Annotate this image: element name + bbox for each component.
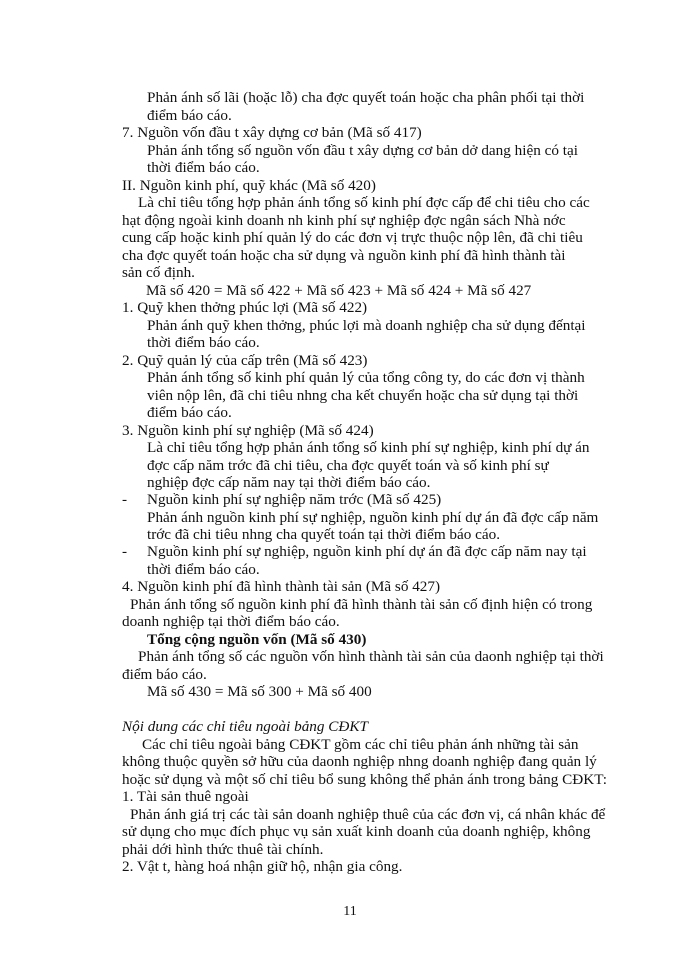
- text-line: Phản ánh tổng số nguồn vốn đầu t xây dựng cơ bản dở dang hiện có tại: [147, 141, 578, 159]
- text-line: điểm báo cáo.: [122, 666, 207, 684]
- text-line: doanh nghiệp tại thời điểm báo cáo.: [122, 613, 340, 631]
- text-line: hạt động ngoài kinh doanh nh kinh phí sự nghiệp đợc ngân sách Nhà nớc: [122, 211, 566, 229]
- list-item-heading: 3. Nguồn kinh phí sự nghiệp (Mã số 424): [122, 421, 374, 439]
- text-line: thời điểm báo cáo.: [147, 561, 260, 579]
- text-line: Nguồn kinh phí sự nghiệp, nguồn kinh phí dự án đã đợc cấp năm nay tại: [147, 543, 587, 561]
- list-item-heading: 2. Quỹ quản lý của cấp trên (Mã số 423): [122, 351, 368, 369]
- text-line: đợc cấp năm trớc đã chi tiêu, cha đợc quyết toán và số kinh phí sự: [147, 456, 549, 474]
- text-line: Phản ánh quỹ khen thởng, phúc lợi mà doanh nghiệp cha sử dụng đếntại: [147, 316, 586, 334]
- total-heading: Tổng cộng nguồn vốn (Mã số 430): [147, 631, 367, 649]
- text-line: cung cấp hoặc kinh phí quản lý do các đơn vị trực thuộc nộp lên, đã chi tiêu: [122, 228, 583, 246]
- list-item-heading: 4. Nguồn kinh phí đã hình thành tài sản (Mã số 427): [122, 578, 441, 596]
- section-heading: II. Nguồn kinh phí, quỹ khác (Mã số 420): [122, 176, 376, 194]
- text-line: điểm báo cáo.: [147, 403, 232, 421]
- text-line: Phản ánh tổng số kinh phí quản lý của tổng công ty, do các đơn vị thành: [147, 368, 585, 386]
- text-line: Là chỉ tiêu tổng hợp phản ánh tổng số kinh phí sự nghiệp, kinh phí dự án: [147, 438, 590, 456]
- bullet-dash: -: [122, 491, 128, 509]
- text-line: sử dụng cho mục đích phục vụ sản xuất kinh doanh của doanh nghiệp, không: [122, 823, 591, 840]
- text-line: không thuộc quyền sở hữu của daonh nghiệp nhng doanh nghiệp đang quản lý: [122, 753, 597, 771]
- bullet-dash: -: [122, 543, 128, 561]
- list-item-heading: Nguồn kinh phí sự nghiệp năm trớc (Mã số 425): [147, 491, 442, 509]
- text-line: viên nộp lên, đã chi tiêu nhng cha kết chuyển hoặc cha sử dụng tại thời: [147, 386, 579, 404]
- text-line: Phản ánh số lãi (hoặc lỗ) cha đợc quyết toán hoặc cha phân phối tại thời: [147, 89, 585, 106]
- page-number: 11: [343, 904, 357, 919]
- text-line: phải dới hình thức thuê tài chính.: [122, 841, 324, 858]
- subsection-heading: Nội dung các chỉ tiêu ngoài bảng CĐKT: [122, 718, 368, 736]
- text-line: thời điểm báo cáo.: [147, 158, 260, 176]
- text-line: thời điểm báo cáo.: [147, 333, 260, 351]
- list-item-heading: 2. Vật t, hàng hoá nhận giữ hộ, nhận gia công.: [122, 858, 403, 875]
- text-line: Phản ánh nguồn kinh phí sự nghiệp, nguồn kinh phí dự án đã đợc cấp năm: [147, 508, 599, 526]
- list-item-heading: 1. Quỹ khen thởng phúc lợi (Mã số 422): [122, 298, 368, 316]
- formula-line: Mã số 430 = Mã số 300 + Mã số 400: [147, 683, 372, 701]
- text-line: Phản ánh tổng số các nguồn vốn hình thành tài sản của daonh nghiệp tại thời: [138, 648, 604, 666]
- text-line: Các chỉ tiêu ngoài bảng CĐKT gồm các chỉ tiêu phản ánh những tài sản: [142, 736, 579, 754]
- list-item-heading: 1. Tài sản thuê ngoài: [122, 788, 249, 806]
- text-line: Phản ánh tổng số nguồn kinh phí đã hình thành tài sản cố định hiện có trong: [130, 596, 593, 614]
- text-line: cha đợc quyết toán hoặc cha sử dụng và nguồn kinh phí đã hình thành tài: [122, 246, 566, 264]
- text-line: trớc đã chi tiêu nhng cha quyết toán tại thời điểm báo cáo.: [147, 526, 501, 544]
- text-line: hoặc sử dụng và một số chỉ tiêu bổ sung không thể phản ánh trong bảng CĐKT:: [122, 771, 607, 789]
- text-line: nghiệp đợc cấp năm nay tại thời điểm báo cáo.: [147, 473, 431, 491]
- text-line: Phản ánh giá trị các tài sản doanh nghiệp thuê của các đơn vị, cá nhân khác để: [130, 806, 606, 823]
- text-line: sản cố định.: [122, 263, 195, 281]
- list-item-heading: 7. Nguồn vốn đầu t xây dựng cơ bản (Mã số 417): [122, 124, 422, 141]
- text-line: Là chỉ tiêu tổng hợp phản ánh tổng số kinh phí đợc cấp để chi tiêu cho các: [138, 193, 590, 211]
- formula-line: Mã số 420 = Mã số 422 + Mã số 423 + Mã số 424 + Mã số 427: [146, 281, 532, 299]
- text-line: điểm báo cáo.: [147, 106, 232, 124]
